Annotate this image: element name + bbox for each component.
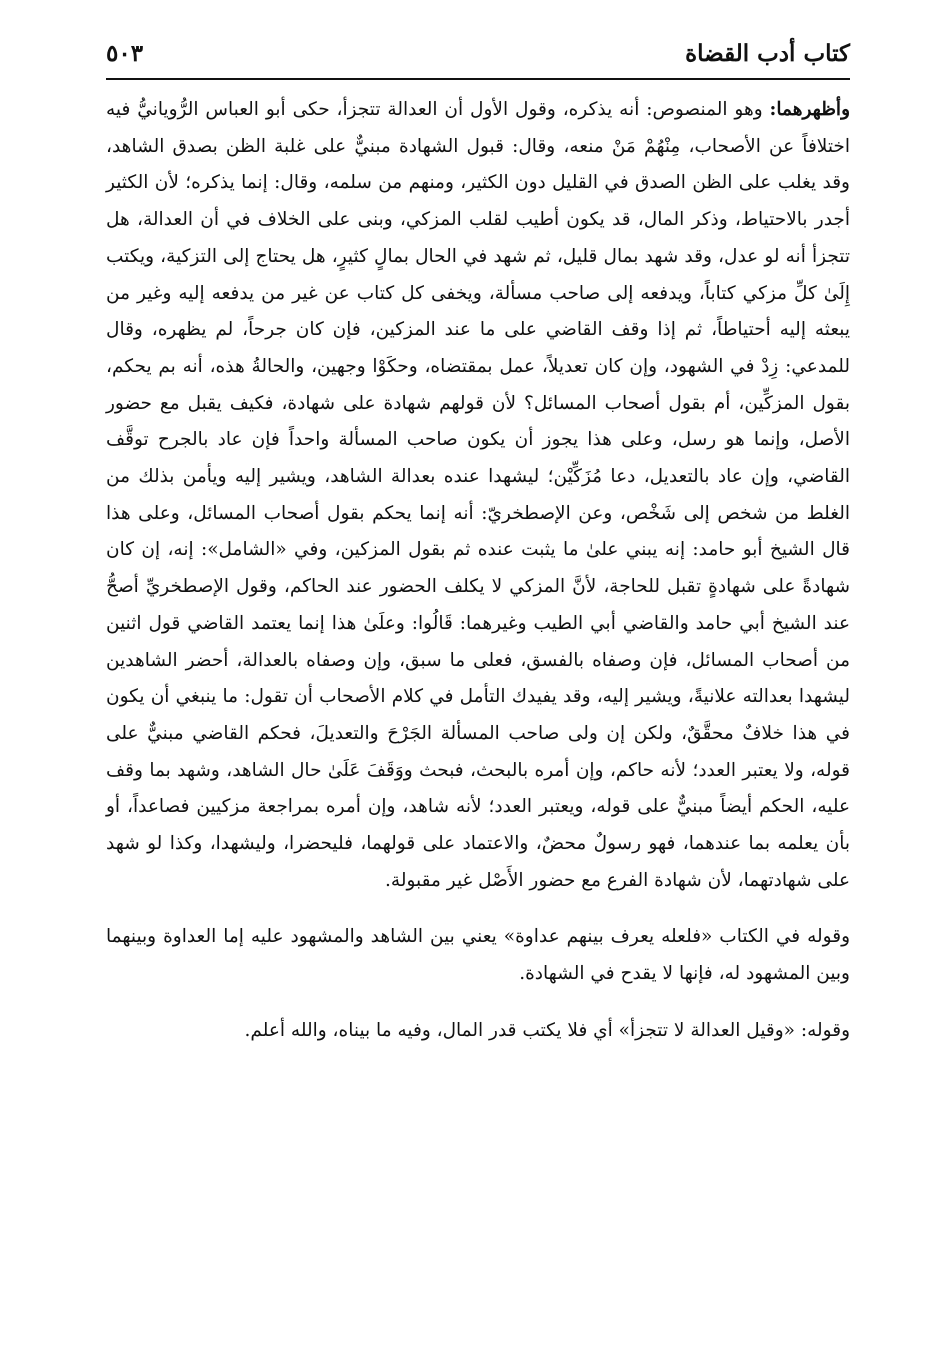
paragraph-main bbox=[106, 92, 850, 899]
page-number: ٥٠٣ bbox=[106, 40, 144, 67]
paragraph-main-text: وهو المنصوص: أنه يذكره، وقول الأول أن العدالة تتجزأ، حكى أبو العباس الرُّويانيُّ فيه اختلافاً عن الأصحاب، مِنْهُمْ مَنْ منعه، وقال: قبول الشهادة مبنيٌّ على غلبة الظن بصدق الشاهد، وقد يغلب على الظن الصدق في القليل دون الكثير، ومنهم من سلمه، وقال: إنما يذكره؛ لأن الكثير أجدر بالاحتياط، وذكر المال، قد يكون أطيب لقلب المزكي، وبنى على الخلاف في أن العدالة، هل تتجزأ أنه لو عدل، وقد شهد بمال قليل، ثم شهد في الحال بمالٍ كثيرٍ، هل يحتاج إلى التزكية، ويكتب إِلَىٰ كلِّ مزكي كتاباً، ويدفعه إلى صاحب مسألة، ويخفى كل كتاب عن غير من يدفعه إليه وغير من يبعثه إليه أحتياطاً، ثم إذا وقف القاضي على ما عند المزكين، فإن كان جرحاً، لم يظهره، وقال للمدعي: زِدْ في الشهود، وإن كان تعديلاً، عمل بمقتضاه، وحكَوْا وجهين، والحالةُ هذه، أنه بم يحكم، بقول المزكِّين، أم بقول أصحاب المسائل؟ لأن قولهم شهادة على شهادة، فكيف يقبل مع حضور الأصل، وإنما هو رسل، وعلى هذا يجوز أن يكون صاحب المسألة واحداً فإن عاد بالجرح توقَّف القاضي، وإن عاد بالتعديل، دعا مُزَكِّيْن؛ ليشهدا عنده بعدالة الشاهد، ويشير إليه ويأمن بذلك من الغلط من شخص إلى شَخْص، وعن الإصطخريّ: أنه إنما يحكم بقول أصحاب المسائل، وعلى هذا قال الشيخ أبو حامد: إنه يبني علىٰ ما يثبت عنده ثم بقول المزكين، وفي «الشامل»: إنه، إن كان شهادةً على شهادةٍ تقبل للحاجة، لأنَّ المزكي لا يكلف الحضور عند الحاكم، وقول الإصطخريِّ أصحُّ عند الشيخ أبي حامد والقاضي أبي الطيب وغيرهما: قَالُوا: وعلَىٰ هذا إنما يعتمد القاضي قول اثنين من أصحاب المسائل، فإن وصفاه بالفسق، فعلى ما سبق، وإن وصفاه بالعدالة، أحضر الشاهدين ليشهدا بعدالته علانيةً، ويشير إليه، وقد يفيدك التأمل في كلام الأصحاب أن تقول: ما ينبغي أن يكون في هذا خلافٌ محقَّقٌ، ولكن إن ولى صاحب المسألة الجَرْحَ والتعديلَ، فحكم القاضي مبنيٌّ على قوله، ولا يعتبر العدد؛ لأنه حاكم، وإن أمره بالبحث، فبحث ووَقَفَ عَلَىٰ حال الشاهد، وشهد بما وقف عليه، الحكم أيضاً مبنيٌّ على قوله، ويعتبر العدد؛ لأنه شاهد، وإن أمره بمراجعة مزكيين فصاعداً، أو بأن يعلمه بما عندهما، فهو رسولٌ محضٌ، والاعتماد على قولهما، فليحضرا، وليشهدا، وكذا لو شهد على شهادتهما، لأن شهادة الفرع مع حضور الأَصْل غير مقبولة. bbox=[106, 99, 850, 891]
paragraph-lead-word: وأظهرهما: bbox=[769, 99, 850, 120]
paragraph-closing: وقوله: «وقيل العدالة لا تتجزأ» أي فلا يكتب قدر المال، وفيه ما بيناه، والله أعلم. bbox=[244, 1019, 850, 1041]
header-title: كتاب أدب القضاة bbox=[685, 40, 850, 67]
body-text bbox=[106, 92, 850, 1050]
header-rule bbox=[106, 78, 850, 80]
paragraph-enmity: وقوله في الكتاب «فلعله يعرف بينهم عداوة» يعني بين الشاهد والمشهود عليه إما العداوة وبينهما وبين المشهود له، فإنها لا يقدح في الشهادة. bbox=[106, 926, 850, 985]
running-header bbox=[106, 36, 850, 74]
